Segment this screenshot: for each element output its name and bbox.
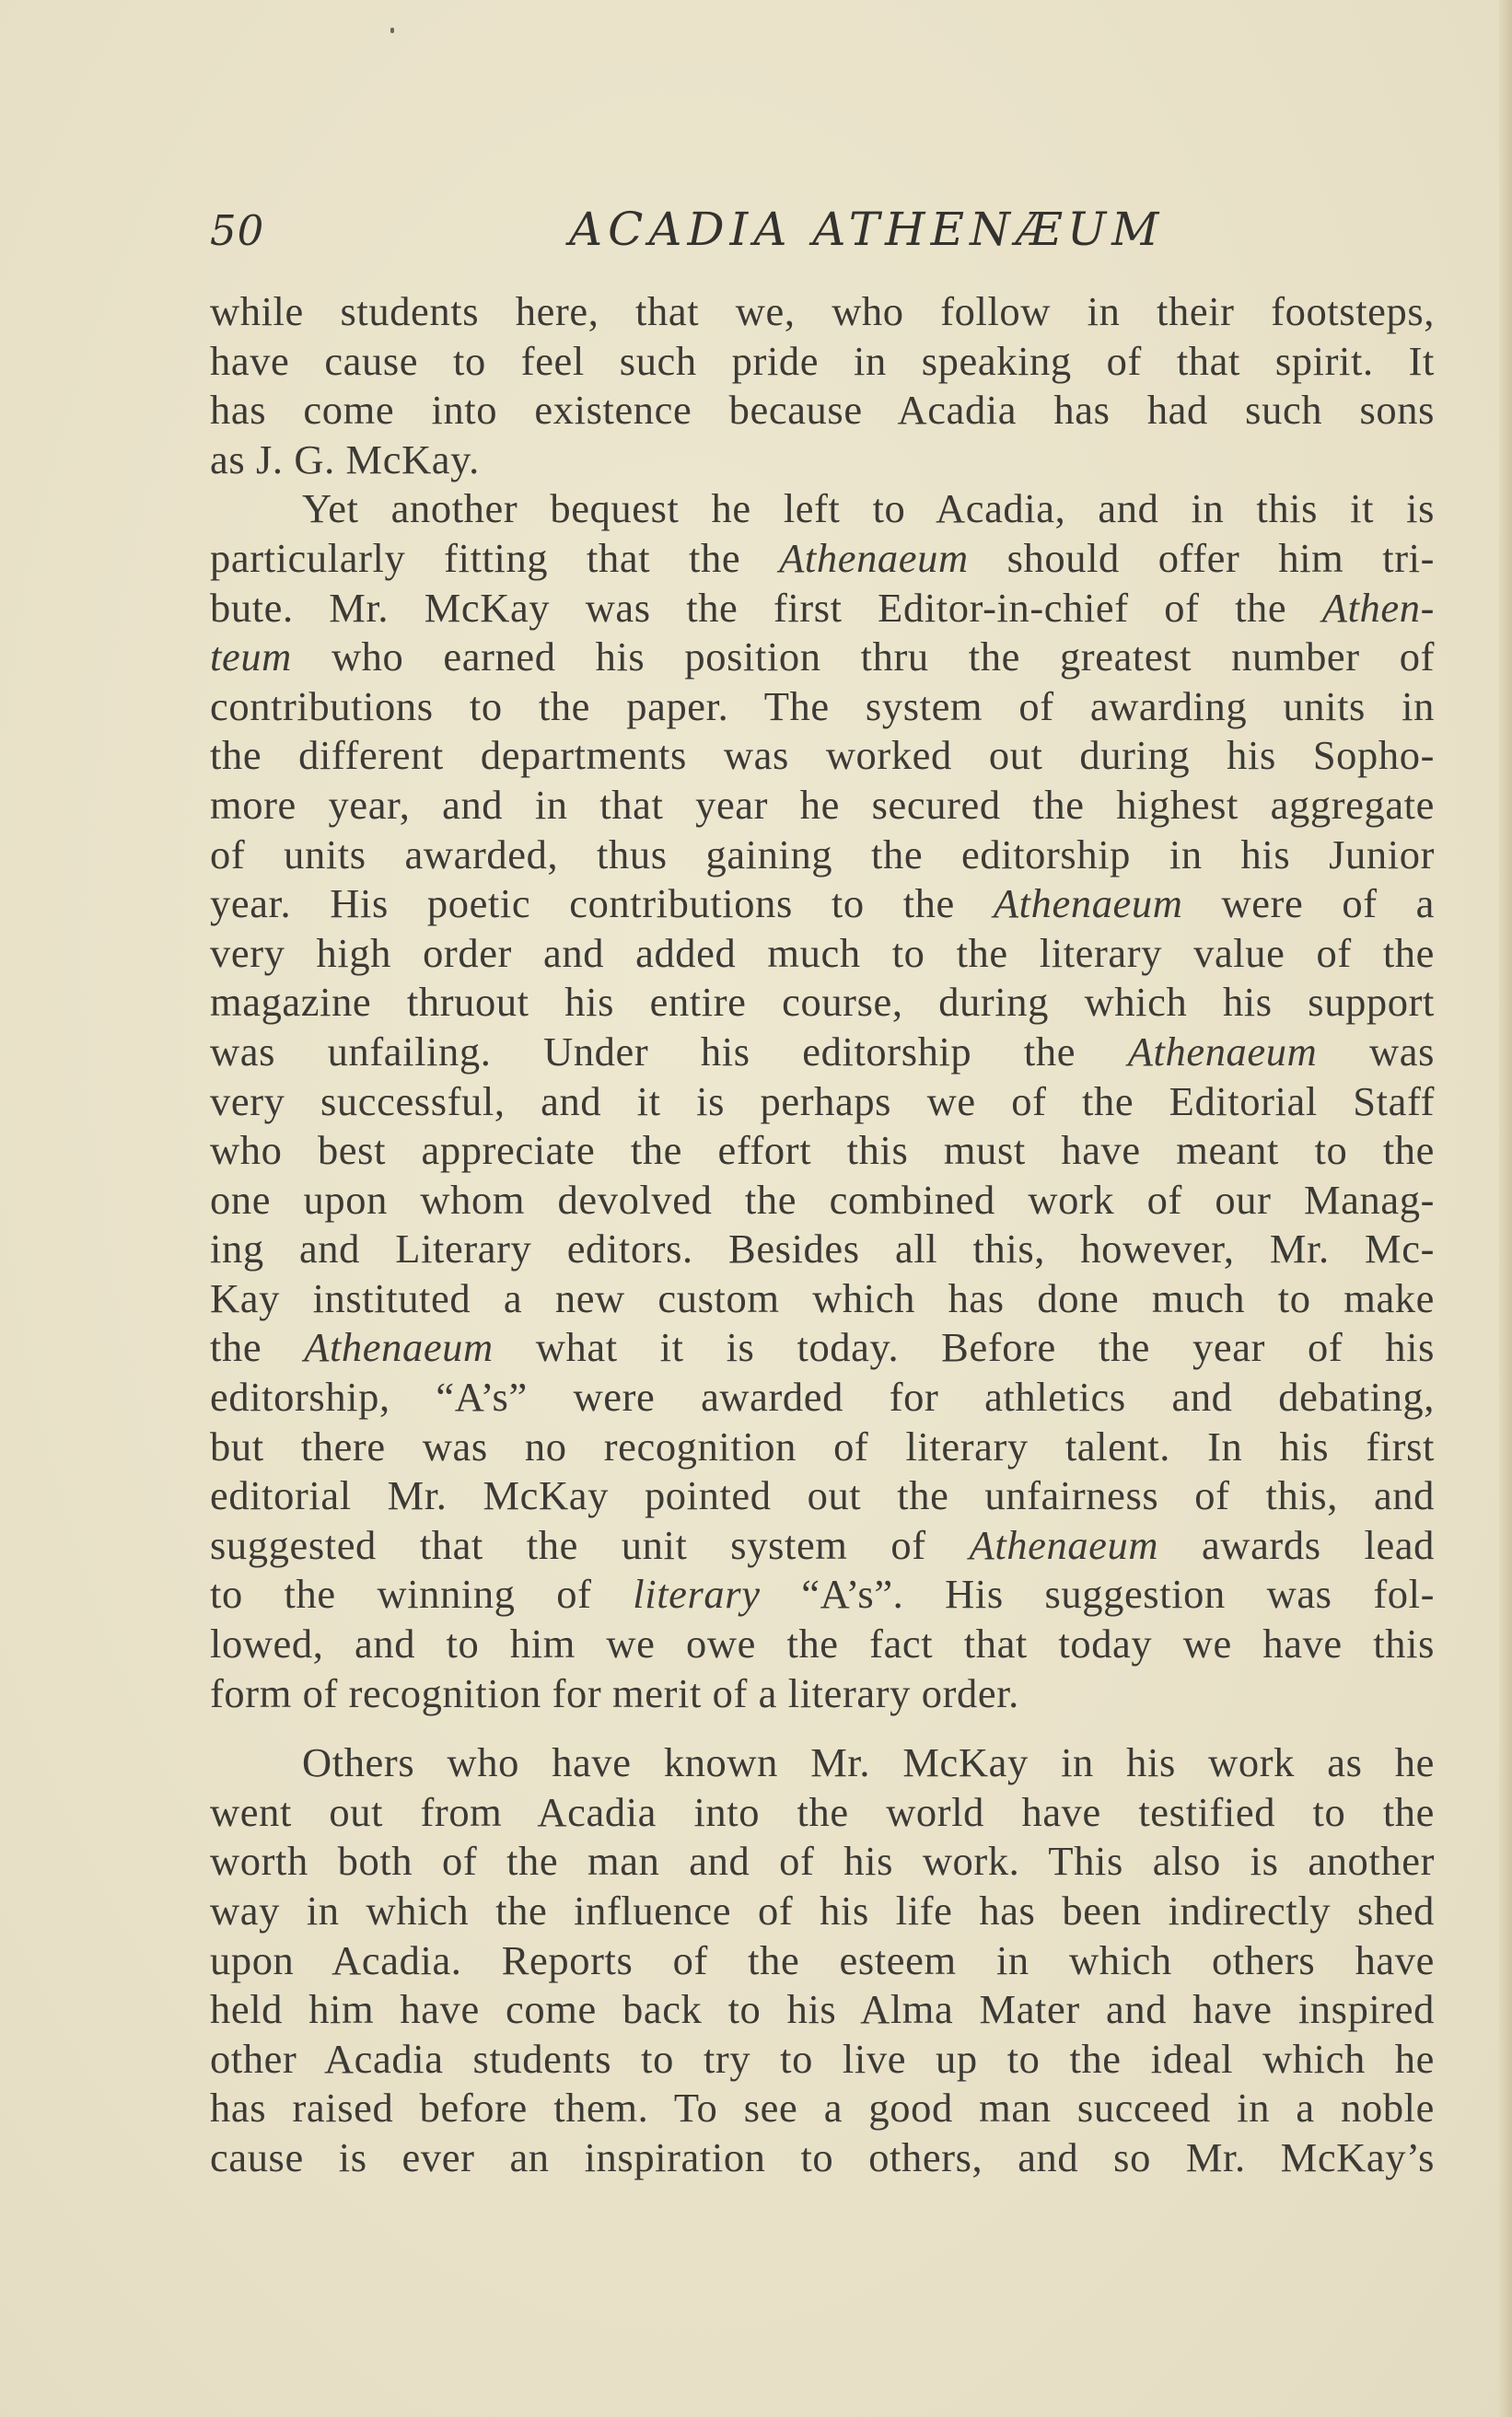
text-line xyxy=(210,1176,1435,1226)
text-run: year. His poetic contributions to the xyxy=(210,880,994,927)
text-run: Others who have known Mr. McKay in his work as he xyxy=(302,1739,1435,1786)
text-run: has come into existence because Acadia has had such sons xyxy=(210,387,1435,434)
text-line xyxy=(210,2084,1435,2133)
ink-speck xyxy=(390,28,394,33)
text-run: more year, and in that year he secured the highest aggregate xyxy=(210,781,1435,828)
text-run: as J. G. McKay. xyxy=(210,436,480,482)
text-line xyxy=(210,1521,1435,1571)
paragraph xyxy=(210,484,1435,1718)
text-line xyxy=(210,2133,1435,2183)
text-line xyxy=(210,1126,1435,1176)
text-line xyxy=(210,978,1435,1028)
text-run: ing and Literary editors. Besides all this, however, Mr. Mc- xyxy=(210,1226,1435,1272)
text-run: what it is today. Before the year of his xyxy=(493,1324,1435,1371)
text-line xyxy=(210,929,1435,979)
text-run: cause is ever an inspiration to others, and so Mr. McKay’s xyxy=(210,2133,1435,2180)
italic-text: Athen- xyxy=(1321,584,1435,631)
paragraph xyxy=(210,1738,1435,2182)
text-run: held him have come back to his Alma Mater and have inspired xyxy=(210,1986,1435,2033)
text-run: awards lead xyxy=(1158,1521,1436,1568)
text-line xyxy=(210,584,1435,633)
page-edge xyxy=(1499,0,1512,2417)
text-run: Kay instituted a new custom which has done much to make xyxy=(210,1274,1435,1321)
italic-text: Athenaeum xyxy=(1127,1028,1318,1075)
article-body xyxy=(210,287,1435,2183)
text-run: one upon whom devolved the combined work of our Manag- xyxy=(210,1176,1435,1223)
text-line xyxy=(210,287,1435,337)
text-line xyxy=(210,1570,1435,1620)
italic-text: teum xyxy=(210,633,292,680)
text-line xyxy=(210,831,1435,880)
text-run: suggested that the unit system of xyxy=(210,1521,970,1568)
text-run: particularly fitting that the xyxy=(210,534,780,581)
text-run: should offer him tri- xyxy=(968,534,1435,581)
paragraph xyxy=(210,287,1435,484)
text-run: Yet another bequest he left to Acadia, and in this it is xyxy=(302,485,1435,532)
text-line xyxy=(210,337,1435,387)
text-line xyxy=(210,1620,1435,1669)
italic-text: literary xyxy=(633,1571,761,1618)
text-line xyxy=(210,1274,1435,1324)
text-run: who best appreciate the effort this must have meant to the xyxy=(210,1127,1435,1174)
text-run: were of a xyxy=(1182,880,1435,927)
text-line xyxy=(210,879,1435,929)
text-run: have cause to feel such pride in speaking of that spirit. It xyxy=(210,337,1435,384)
text-line xyxy=(210,1077,1435,1127)
text-line xyxy=(210,1738,1435,1788)
italic-text: Athenaeum xyxy=(304,1324,494,1371)
text-run: upon Acadia. Reports of the esteem in which others have xyxy=(210,1936,1435,1983)
text-run: very high order and added much to the literary value of the xyxy=(210,929,1435,976)
text-run: form of recognition for merit of a literary order. xyxy=(210,1669,1019,1716)
text-run: was xyxy=(1317,1028,1435,1075)
text-line xyxy=(210,1936,1435,1986)
text-line xyxy=(210,436,1435,485)
text-line xyxy=(210,386,1435,436)
text-line xyxy=(210,1788,1435,1838)
text-run: bute. Mr. McKay was the first Editor-in-chief of the xyxy=(210,584,1322,631)
text-line xyxy=(210,1423,1435,1472)
text-run: very successful, and it is perhaps we of the Editorial Staff xyxy=(210,1077,1435,1124)
text-run: of units awarded, thus gaining the editorship in his Junior xyxy=(210,831,1435,877)
text-run: magazine thruout his entire course, during which his support xyxy=(210,979,1435,1026)
text-line xyxy=(210,633,1435,682)
text-line xyxy=(210,1225,1435,1274)
text-line xyxy=(210,1373,1435,1423)
text-line xyxy=(210,682,1435,732)
page-header xyxy=(210,195,1444,269)
text-run: to the winning of xyxy=(210,1571,634,1618)
italic-text: Athenaeum xyxy=(779,534,969,581)
text-line xyxy=(210,1985,1435,2035)
text-line xyxy=(210,1028,1435,1077)
text-run: way in which the influence of his life has been indirectly shed xyxy=(210,1888,1435,1934)
paragraph-gap xyxy=(210,1718,1435,1738)
page-number: 50 xyxy=(210,206,265,255)
text-run: other Acadia students to try to live up to the ideal which he xyxy=(210,2035,1435,2082)
text-line xyxy=(210,1323,1435,1373)
text-run: worth both of the man and of his work. This also is another xyxy=(210,1838,1435,1885)
text-run: but there was no recognition of literary talent. In his first xyxy=(210,1423,1435,1470)
text-run: lowed, and to him we owe the fact that today we have this xyxy=(210,1621,1435,1667)
text-line xyxy=(210,1669,1435,1719)
text-line xyxy=(210,534,1435,584)
text-line xyxy=(210,2035,1435,2085)
text-line xyxy=(210,781,1435,831)
text-line xyxy=(210,1837,1435,1887)
text-line xyxy=(210,731,1435,781)
text-run: editorial Mr. McKay pointed out the unfairness of this, and xyxy=(210,1472,1435,1519)
text-line xyxy=(210,484,1435,534)
italic-text: Athenaeum xyxy=(993,880,1183,927)
text-line xyxy=(210,1471,1435,1521)
italic-text: Athenaeum xyxy=(969,1521,1159,1568)
running-head: ACADIA ATHENÆUM xyxy=(569,203,1165,256)
text-run: while students here, that we, who follow in their footsteps, xyxy=(210,288,1435,334)
text-run: “A’s”. His suggestion was fol- xyxy=(760,1571,1435,1618)
text-run: who earned his position thru the greatest number of xyxy=(291,633,1435,680)
text-run: the xyxy=(210,1324,305,1371)
text-run: went out from Acadia into the world have testified to the xyxy=(210,1788,1435,1835)
text-run: was unfailing. Under his editorship the xyxy=(210,1028,1128,1075)
text-run: the different departments was worked out during his Sopho- xyxy=(210,732,1435,779)
text-run: has raised before them. To see a good man succeed in a noble xyxy=(210,2085,1435,2132)
text-run: editorship, “A’s” were awarded for athletics and debating, xyxy=(210,1374,1435,1421)
text-run: contributions to the paper. The system of awarding units in xyxy=(210,682,1435,729)
text-line xyxy=(210,1887,1435,1936)
